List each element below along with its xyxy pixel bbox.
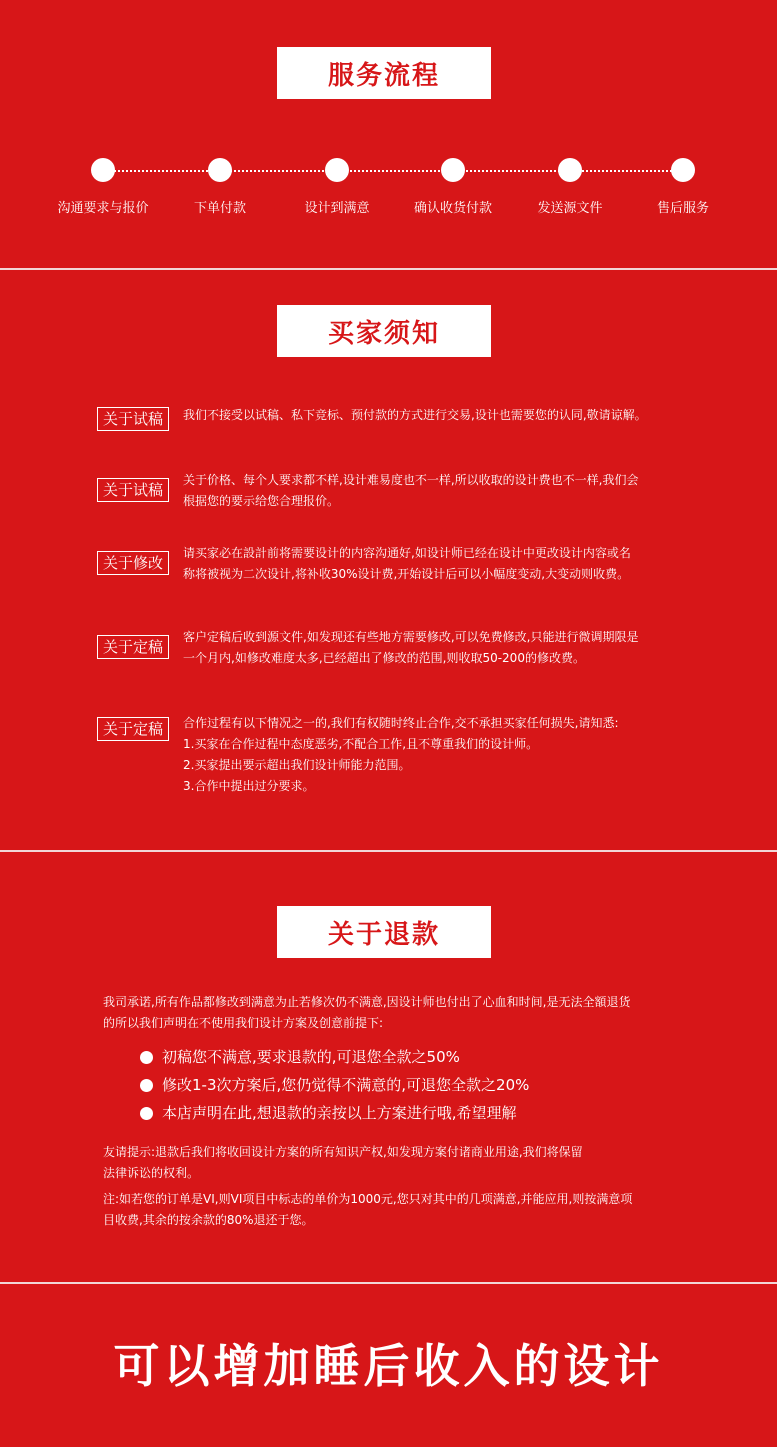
step-dot-icon bbox=[558, 158, 582, 182]
refund-bullet-text: 修改1-3次方案后,您仍觉得不满意的,可退您全款之20% bbox=[162, 1076, 530, 1094]
step-dot-icon bbox=[441, 158, 465, 182]
notice-item bbox=[97, 543, 697, 588]
refund-bullet-text: 初稿您不满意,要求退款的,可退您全款之50% bbox=[162, 1048, 460, 1066]
notice-tag: 关于试稿 bbox=[97, 478, 169, 502]
bullet-dot-icon bbox=[140, 1107, 153, 1120]
process-step bbox=[282, 158, 392, 216]
refund-section bbox=[0, 852, 777, 1282]
section-divider bbox=[0, 1282, 777, 1284]
bullet-dot-icon bbox=[140, 1051, 153, 1064]
refund-bullet-text: 本店声明在此,想退款的亲按以上方案进行哦,希望理解 bbox=[162, 1104, 517, 1122]
notice-text bbox=[183, 470, 683, 512]
step-label: 沟通要求与报价 bbox=[57, 201, 149, 216]
refund-intro-line: 我司承诺,所有作品都修改到满意为止若修次仍不满意,因设计师也付出了心血和时间,是无法全額退货 bbox=[103, 995, 631, 1009]
step-dot-icon bbox=[91, 158, 115, 182]
bullet-dot-icon bbox=[140, 1079, 153, 1092]
process-step bbox=[48, 158, 158, 216]
process-title: 服务流程 bbox=[277, 47, 491, 99]
notice-line: 根据您的要示给您合理报价。 bbox=[183, 494, 340, 508]
notice-item bbox=[97, 405, 697, 435]
notice-line: 客户定稿后收到源文件,如发现还有些地方需要修改,可以免费修改,只能进行微调期限是 bbox=[183, 630, 639, 644]
step-dot-icon bbox=[325, 158, 349, 182]
process-step bbox=[515, 158, 625, 216]
refund-tip-line: 法律诉讼的权利。 bbox=[103, 1166, 200, 1180]
step-dot-icon bbox=[671, 158, 695, 182]
notice-title: 买家须知 bbox=[277, 305, 491, 357]
refund-note-line: 注:如若您的订单是VI,则VI项目中标志的单价为1000元,您只对其中的几项满意,并能应用,则按满意项 bbox=[103, 1192, 633, 1206]
step-label: 确认收货付款 bbox=[413, 201, 492, 216]
refund-note bbox=[103, 1189, 693, 1231]
step-label: 下单付款 bbox=[193, 201, 246, 216]
process-step bbox=[165, 158, 275, 216]
refund-tip-line: 友请提示:退款后我们将收回设计方案的所有知识产权,如发现方案付诸商业用途,我们将保留 bbox=[103, 1145, 583, 1159]
notice-line: 合作过程有以下情况之一的,我们有权随时终止合作,交不承担买家任何损失,请知悉: bbox=[183, 716, 619, 730]
step-label: 设计到满意 bbox=[304, 201, 370, 216]
step-label: 售后服务 bbox=[656, 201, 709, 216]
notice-line: 关于价格、每个人要求都不样,设计难易度也不一样,所以收取的设计费也不一样,我们会 bbox=[183, 473, 639, 487]
notice-text bbox=[183, 713, 683, 797]
notice-tag: 关于定稿 bbox=[97, 717, 169, 741]
notice-text bbox=[183, 627, 683, 669]
notice-line: 一个月内,如修改难度太多,已经超出了修改的范围,则收取50-200的修改费。 bbox=[183, 651, 585, 665]
notice-line: 我们不接受以试稿、私下竞标、预付款的方式进行交易,设计也需要您的认同,敬请谅解。 bbox=[183, 408, 647, 422]
notice-line: 请买家必在設計前将需要设计的内容沟通好,如设计师已经在设计中更改设计内容或名 bbox=[183, 546, 631, 560]
notice-line: 称将被视为二次设计,将补收30%设计费,开始设计后可以小幅度变动,大变动则收费。 bbox=[183, 567, 630, 581]
notice-line: 2.买家提出要示超出我们设计师能力范围。 bbox=[183, 758, 411, 772]
step-dot-icon bbox=[208, 158, 232, 182]
refund-bullet bbox=[140, 1103, 517, 1123]
refund-note-line: 目收费,其余的按余款的80%退还于您。 bbox=[103, 1213, 314, 1227]
process-step bbox=[398, 158, 508, 216]
notice-text bbox=[183, 543, 683, 585]
notice-item bbox=[97, 470, 697, 515]
slogan-banner: 可以增加睡后收入的设计 bbox=[113, 1339, 664, 1393]
notice-tag: 关于修改 bbox=[97, 551, 169, 575]
refund-bullet bbox=[140, 1075, 529, 1095]
refund-title: 关于退款 bbox=[277, 906, 491, 958]
refund-tip bbox=[103, 1142, 693, 1184]
process-section bbox=[0, 0, 777, 268]
notice-section bbox=[0, 270, 777, 850]
notice-line: 1.买家在合作过程中态度恶劣,不配合工作,且不尊重我们的设计师。 bbox=[183, 737, 539, 751]
refund-intro bbox=[103, 992, 693, 1034]
step-label: 发送源文件 bbox=[537, 201, 603, 216]
notice-line: 3.合作中提出过分要求。 bbox=[183, 779, 315, 793]
notice-text bbox=[183, 405, 683, 426]
refund-bullet bbox=[140, 1047, 460, 1067]
notice-tag: 关于试稿 bbox=[97, 407, 169, 431]
refund-intro-line: 的所以我们声明在不使用我们设计方案及创意前提下: bbox=[103, 1016, 384, 1030]
notice-item bbox=[97, 713, 697, 803]
process-step bbox=[628, 158, 738, 216]
notice-item bbox=[97, 627, 697, 672]
notice-tag: 关于定稿 bbox=[97, 635, 169, 659]
